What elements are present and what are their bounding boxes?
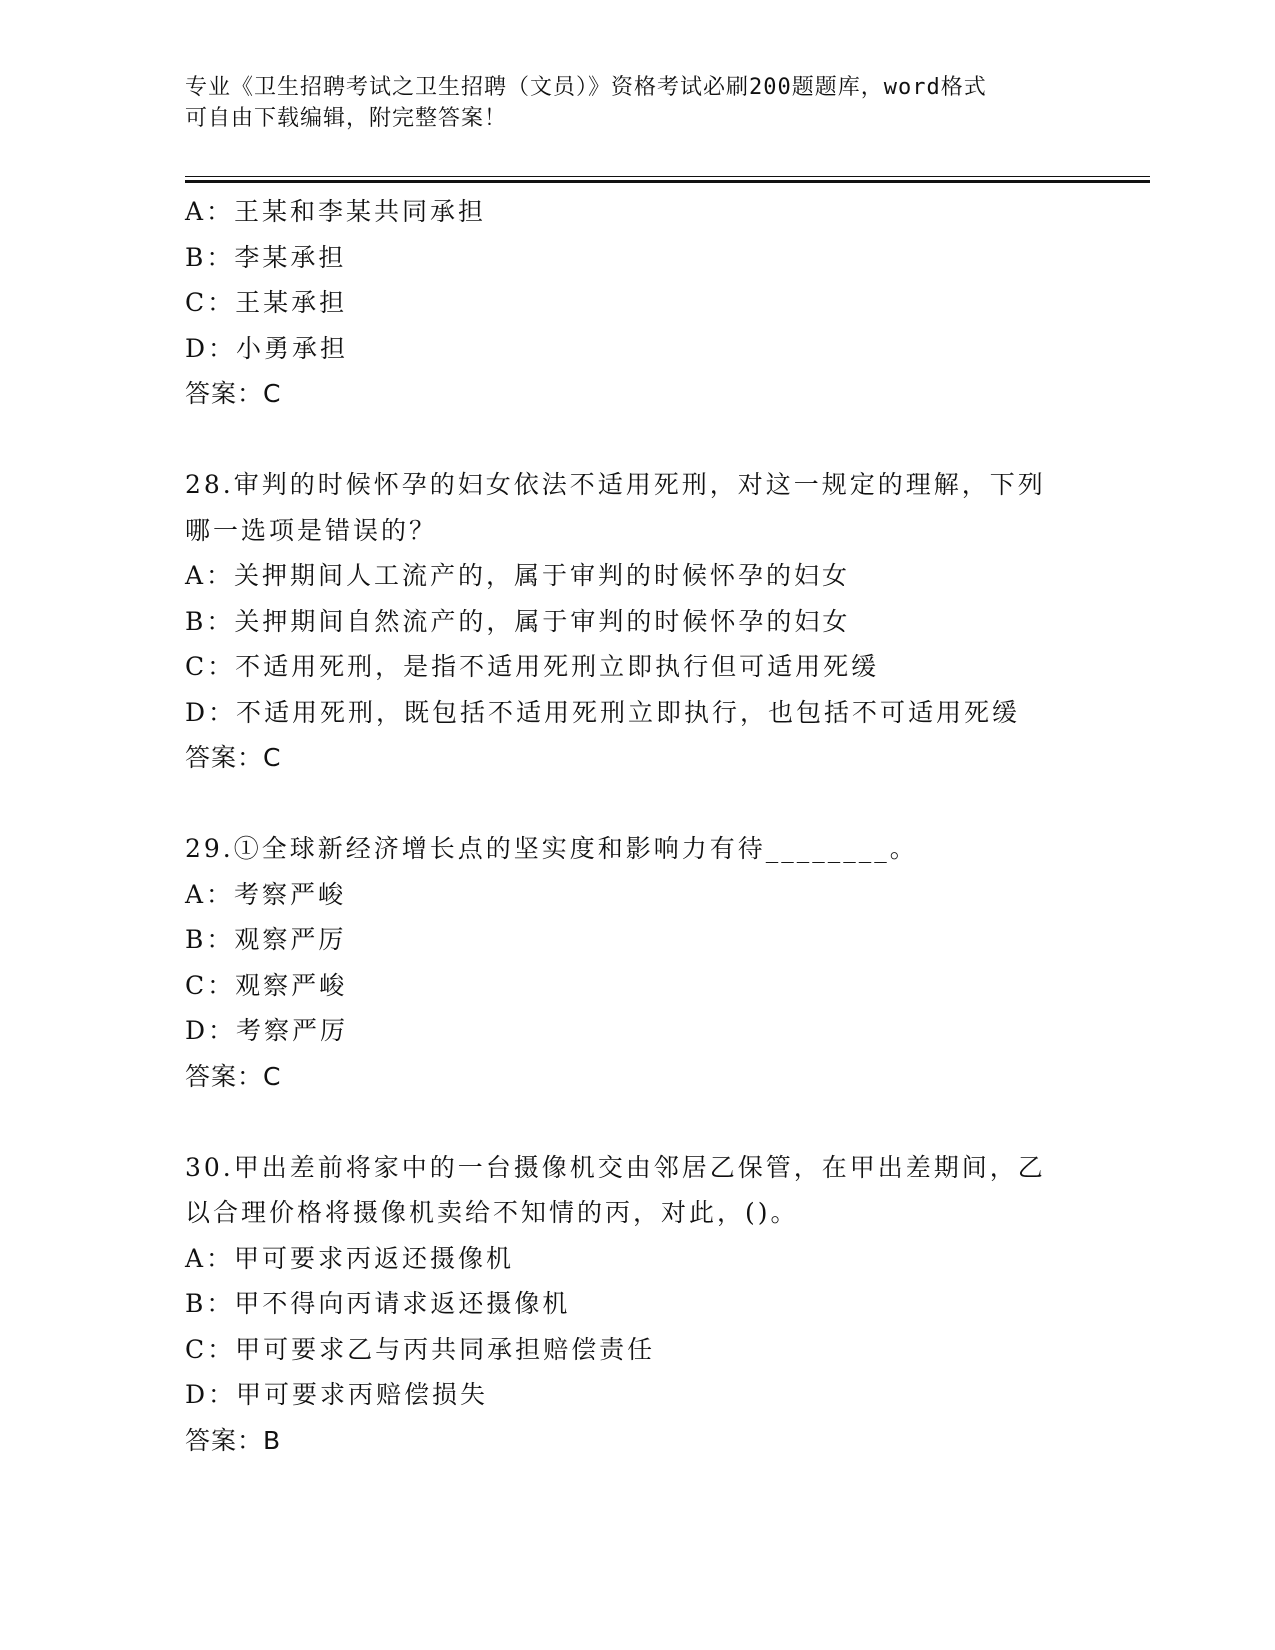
option-a: A：考察严峻 [185,879,347,909]
question-stem-continued: 哪一选项是错误的？ [185,515,438,545]
spacer [185,417,1085,463]
option-c: C：王某承担 [185,288,348,317]
question-27 [185,189,1085,417]
option-d: D：小勇承担 [185,333,349,363]
question-stem-continued: 以合理价格将摄像机卖给不知情的丙，对此，()。 [185,1198,799,1227]
question-stem: 28.审判的时候怀孕的妇女依法不适用死刑，对这一规定的理解，下列 [185,470,1046,499]
option-c: C：观察严峻 [185,970,348,1000]
spacer [185,781,1085,827]
answer-line: 答案：C [185,743,282,772]
answer-line: 答案：C [185,379,282,408]
question-30 [185,1145,1085,1464]
option-a: A：王某和李某共同承担 [185,197,487,226]
answer-line: 答案：B [185,1425,282,1455]
option-d: D：考察严厉 [185,1016,349,1045]
header-rule-thick [185,180,1150,183]
option-a: A：甲可要求丙返还摄像机 [185,1243,515,1273]
option-b: B：甲不得向丙请求返还摄像机 [185,1289,571,1318]
option-c: C：甲可要求乙与丙共同承担赔偿责任 [185,1334,656,1364]
option-b: B：关押期间自然流产的，属于审判的时候怀孕的妇女 [185,606,851,636]
option-d: D：不适用死刑，既包括不适用死刑立即执行，也包括不可适用死缓 [185,697,1021,727]
header-line-2: 可自由下载编辑，附完整答案！ [185,106,508,131]
question-stem: 29.①全球新经济增长点的坚实度和影响力有待________。 [185,834,918,863]
option-b: B：李某承担 [185,242,347,272]
document-header [185,72,1085,134]
option-c: C：不适用死刑，是指不适用死刑立即执行但可适用死缓 [185,652,880,681]
question-list [185,189,1085,1463]
header-line-1: 专业《卫生招聘考试之卫生招聘（文员）》资格考试必刷200题题库，word格式 [185,75,987,100]
answer-line: 答案：C [185,1061,282,1091]
option-d: D：甲可要求丙赔偿损失 [185,1380,489,1409]
question-29 [185,826,1085,1099]
option-a: A：关押期间人工流产的，属于审判的时候怀孕的妇女 [185,561,851,590]
question-28 [185,462,1085,781]
question-stem: 30.甲出差前将家中的一台摄像机交由邻居乙保管，在甲出差期间，乙 [185,1152,1046,1182]
spacer [185,1099,1085,1145]
option-b: B：观察严厉 [185,925,347,954]
header-rule-thin [185,176,1150,177]
